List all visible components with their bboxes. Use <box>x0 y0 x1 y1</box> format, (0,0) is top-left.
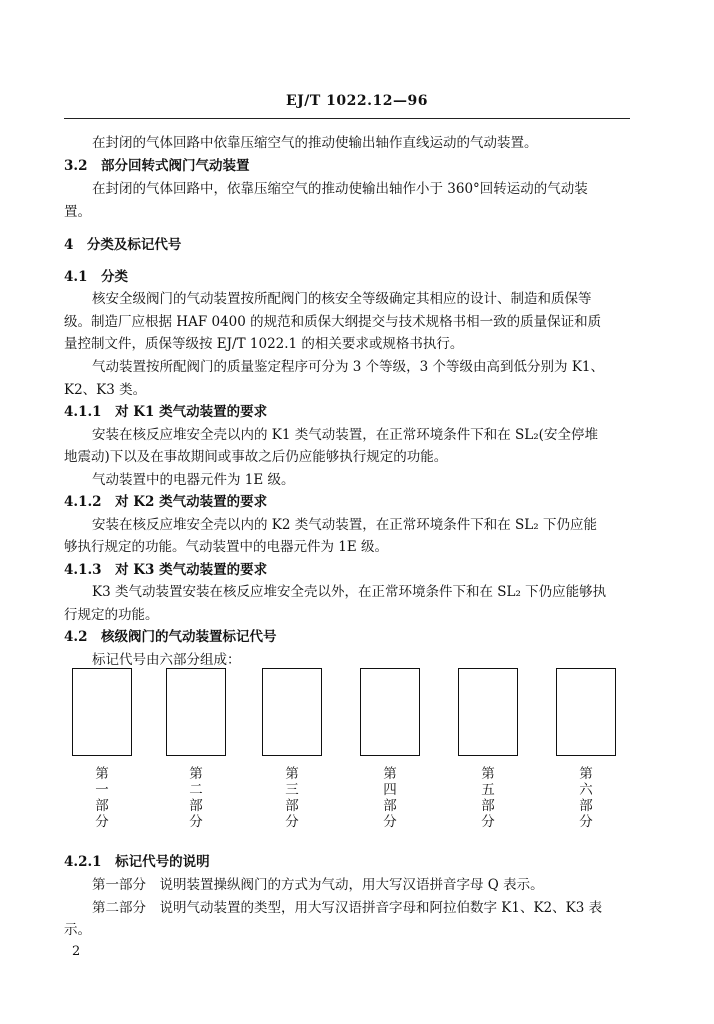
paragraph-line: 在封闭的气体回路中，依靠压缩空气的推动使输出轴作小于 360°回转运动的气动装 <box>92 181 588 197</box>
header-rule <box>64 118 630 119</box>
paragraph-line: 行规定的功能。 <box>64 607 159 623</box>
code-part-label-4: 第 四 部 分 <box>383 766 397 830</box>
code-part-box-1 <box>72 668 132 756</box>
paragraph-line: 够执行规定的功能。气动装置中的电器元件为 1E 级。 <box>64 539 389 555</box>
page-number: 2 <box>72 944 81 959</box>
paragraph-line: 在封闭的气体回路中依靠压缩空气的推动使输出轴作直线运动的气动装置。 <box>92 135 538 151</box>
code-part-label-3: 第 三 部 分 <box>285 766 299 830</box>
section-heading-4-1-3: 4.1.3 对 K3 类气动装置的要求 <box>64 562 268 578</box>
paragraph-line: 示。 <box>64 922 91 938</box>
code-part-box-3 <box>262 668 322 756</box>
section-heading-4-2: 4.2 核级阀门的气动装置标记代号 <box>64 629 277 645</box>
paragraph-line: 安装在核反应堆安全壳以内的 K2 类气动装置，在正常环境条件下和在 SL₂ 下仍应能 <box>92 517 597 533</box>
standard-header: EJ/T 1022.12—96 <box>285 93 428 109</box>
paragraph-line: 安装在核反应堆安全壳以内的 K1 类气动装置，在正常环境条件下和在 SL₂(安全停堆 <box>92 427 598 443</box>
paragraph-line: 置。 <box>64 204 91 220</box>
code-part-label-6: 第 六 部 分 <box>579 766 593 830</box>
section-heading-4-1-2: 4.1.2 对 K2 类气动装置的要求 <box>64 494 268 510</box>
code-part-box-2 <box>166 668 226 756</box>
code-part-label-2: 第 二 部 分 <box>189 766 203 830</box>
code-part-label-5: 第 五 部 分 <box>481 766 495 830</box>
section-heading-4-2-1: 4.2.1 标记代号的说明 <box>64 854 210 870</box>
paragraph-line: 量控制文件，质保等级按 EJ/T 1022.1 的相关要求或规格书执行。 <box>64 336 464 352</box>
paragraph-line: 级。制造厂应根据 HAF 0400 的规范和质保大纲提交与技术规格书相一致的质量保证和质 <box>64 314 602 330</box>
paragraph-line: 地震动)下以及在事故期间或事故之后仍应能够执行规定的功能。 <box>64 449 448 465</box>
code-part-box-6 <box>556 668 616 756</box>
paragraph-line: 第二部分 说明气动装置的类型，用大写汉语拼音字母和阿拉伯数字 K1、K2、K3 表 <box>92 900 603 916</box>
code-part-label-1: 第 一 部 分 <box>95 766 109 830</box>
paragraph-line: K2、K3 类。 <box>64 382 147 398</box>
section-heading-4-1-1: 4.1.1 对 K1 类气动装置的要求 <box>64 404 268 420</box>
paragraph-line: K3 类气动装置安装在核反应堆安全壳以外，在正常环境条件下和在 SL₂ 下仍应能够执 <box>92 584 607 600</box>
paragraph-line: 第一部分 说明装置操纵阀门的方式为气动，用大写汉语拼音字母 Q 表示。 <box>92 877 544 893</box>
code-part-box-4 <box>360 668 420 756</box>
paragraph-line: 标记代号由六部分组成： <box>92 652 241 668</box>
section-heading-4-1: 4.1 分类 <box>64 269 128 285</box>
section-heading-4: 4 分类及标记代号 <box>64 237 182 253</box>
paragraph-line: 气动装置中的电器元件为 1E 级。 <box>92 472 295 488</box>
paragraph-line: 气动装置按所配阀门的质量鉴定程序可分为 3 个等级，3 个等级由高到低分别为 K1、 <box>92 359 605 375</box>
section-heading-3-2: 3.2 部分回转式阀门气动装置 <box>64 158 250 174</box>
paragraph-line: 核安全级阀门的气动装置按所配阀门的核安全等级确定其相应的设计、制造和质保等 <box>92 291 592 307</box>
code-part-box-5 <box>458 668 518 756</box>
